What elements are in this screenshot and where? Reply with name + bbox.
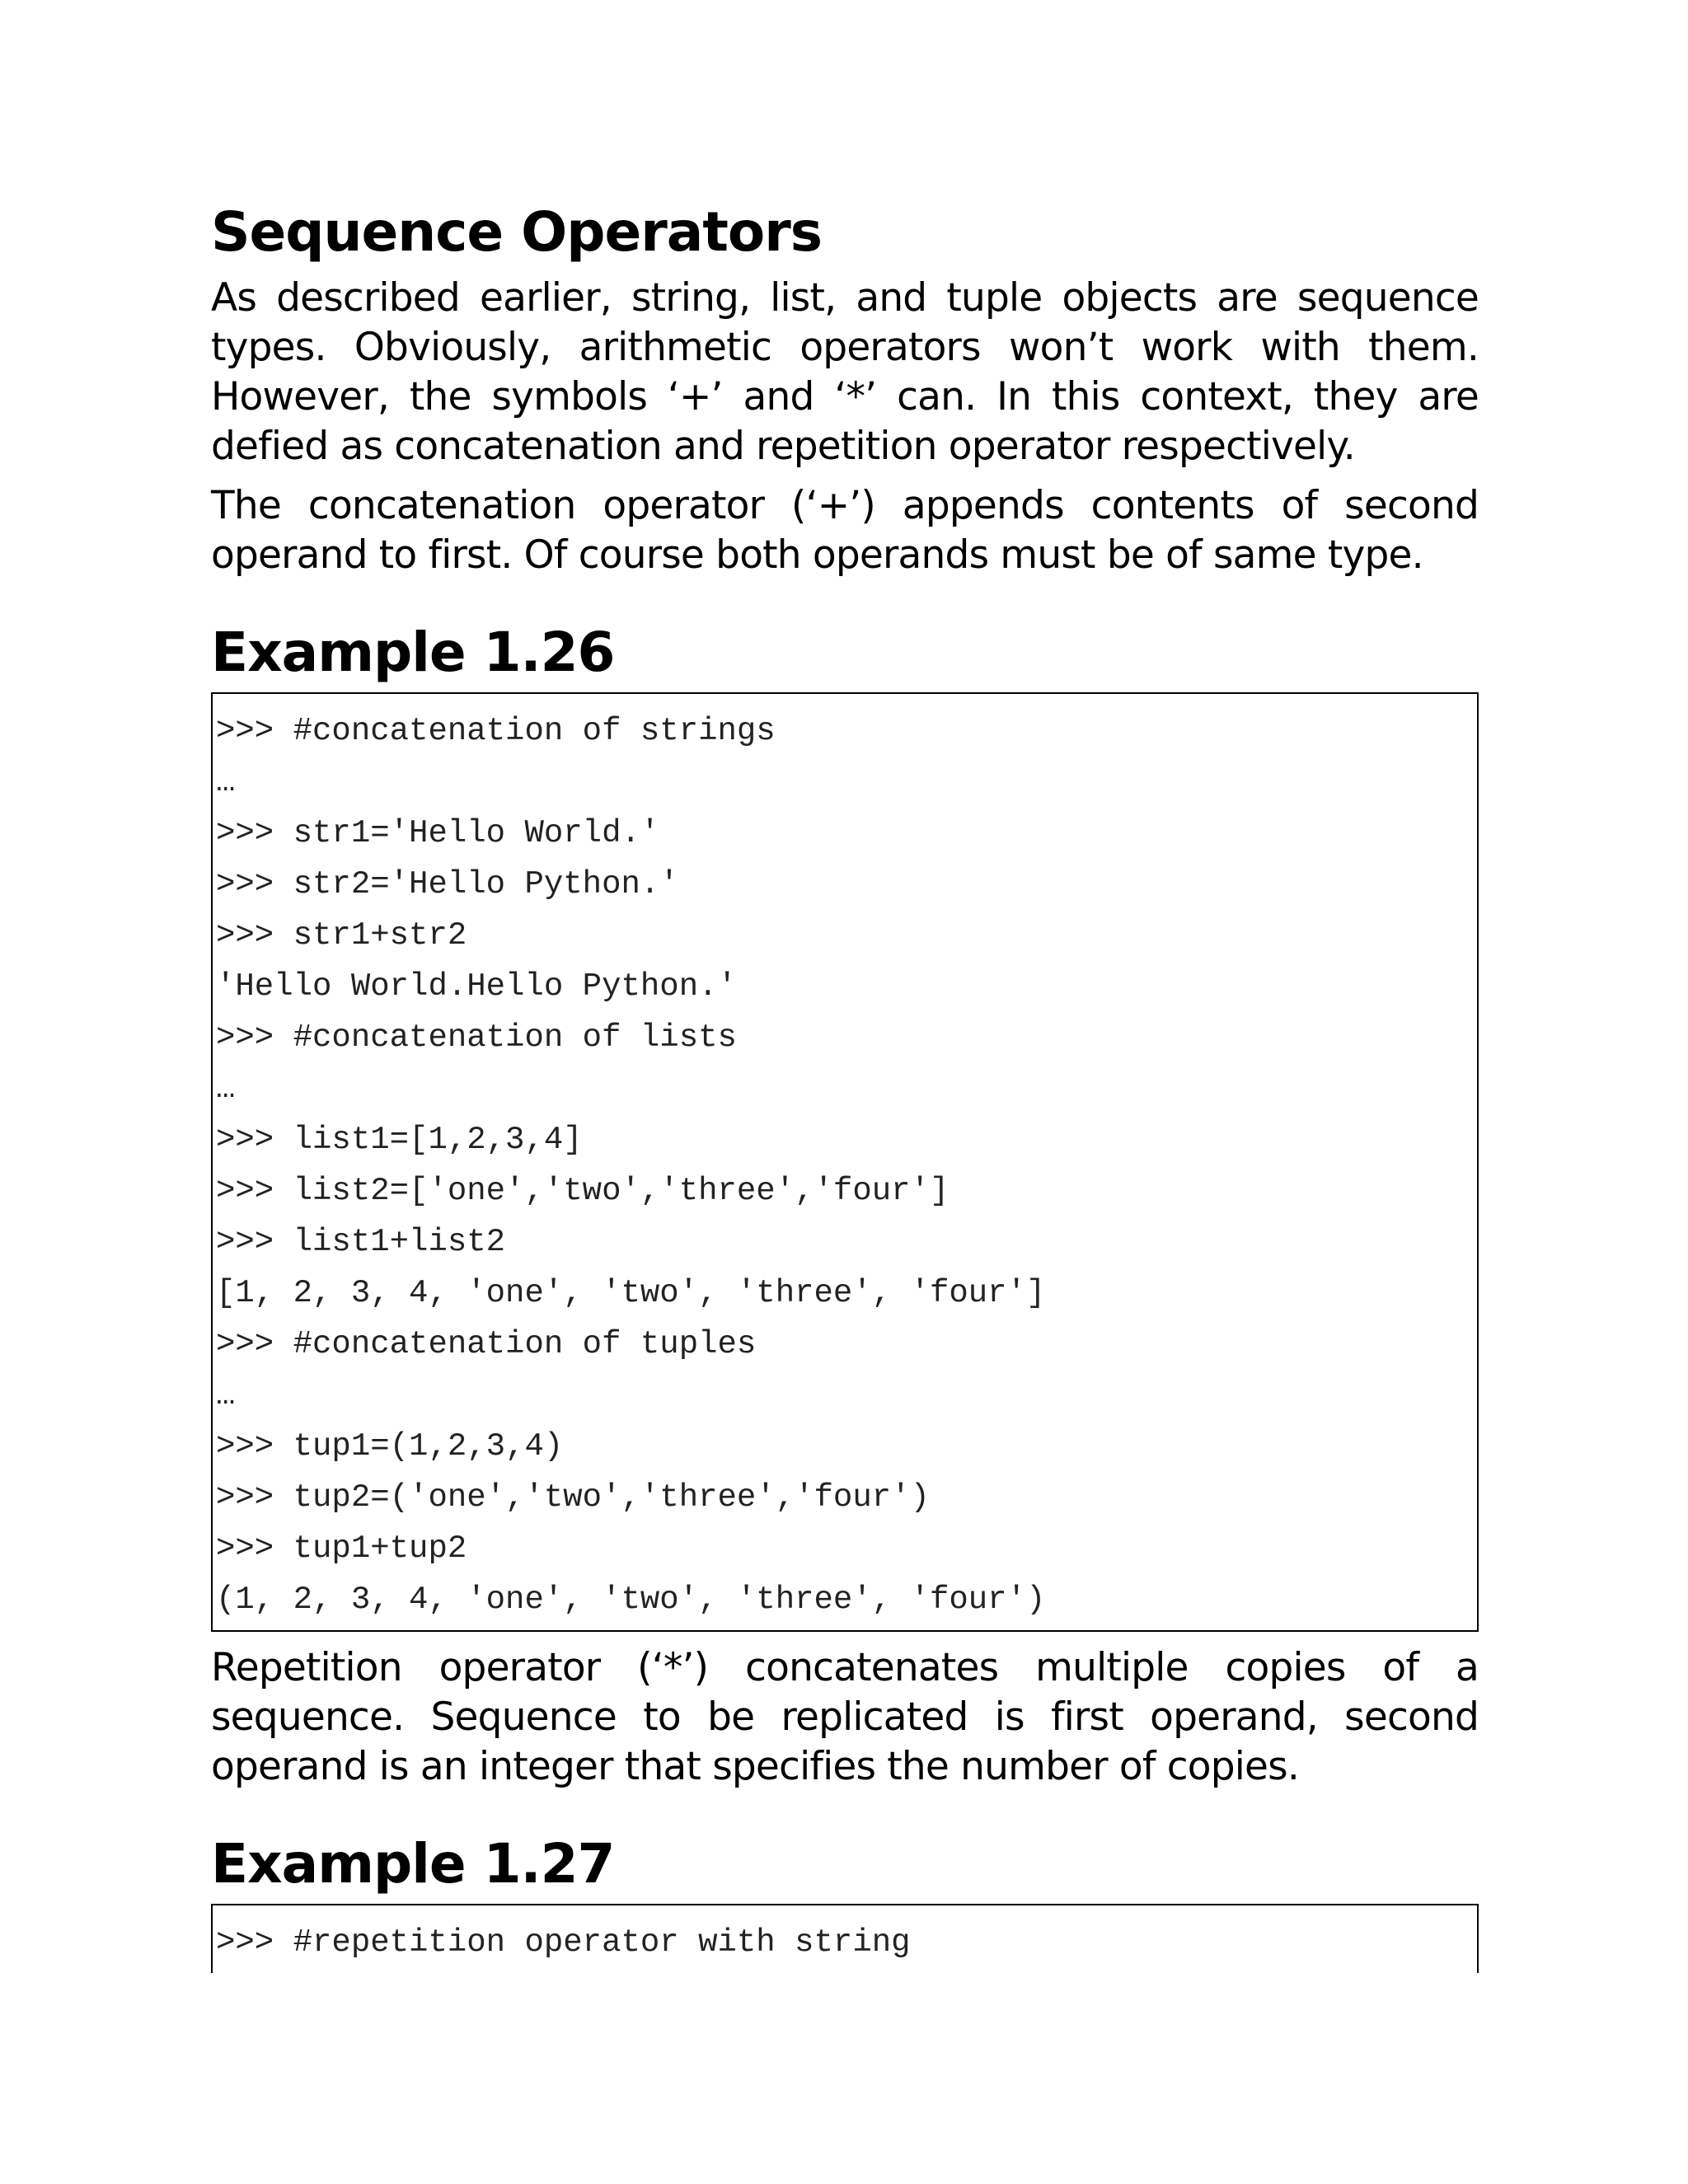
code-line: >>> tup1=(1,2,3,4) [216, 1428, 564, 1465]
code-line: >>> list1=[1,2,3,4] [216, 1122, 583, 1158]
document-page [211, 198, 1479, 1973]
concatenation-paragraph: The concatenation operator (‘+’) appends contents of second operand to first. Of course both operands must be of same type. [211, 483, 1479, 578]
code-line: 'Hello World.Hello Python.' [216, 968, 737, 1005]
code-line: … [216, 764, 236, 800]
code-line: >>> str1+str2 [216, 917, 467, 954]
code-line: >>> #concatenation of lists [216, 1019, 737, 1056]
example-title: Example 1.27 [211, 1832, 615, 1896]
code-line: (1, 2, 3, 4, 'one', 'two', 'three', 'four') [216, 1582, 1046, 1618]
code-line: >>> tup1+tup2 [216, 1530, 467, 1567]
code-line: >>> tup2=('one','two','three','four') [216, 1479, 930, 1516]
code-line: >>> str1='Hello World.' [216, 815, 660, 851]
code-block [211, 1904, 1479, 1973]
code-line: >>> #concatenation of tuples [216, 1326, 757, 1362]
code-line: [1, 2, 3, 4, 'one', 'two', 'three', 'four'] [216, 1275, 1046, 1311]
section-title: Sequence Operators [211, 200, 823, 264]
repetition-paragraph: Repetition operator (‘*’) concatenates multiple copies of a sequence. Sequence to be replicated is first operand, second operand is an integer that specifies the number of copies. [211, 1645, 1479, 1789]
intro-paragraph: As described earlier, string, list, and tuple objects are sequence types. Obviously, arithmetic operators won’t work with them. However, the symbols ‘+’ and ‘*’ can. In this context, they are defied as concatenation and repetition operator respectively. [211, 275, 1479, 469]
example-title: Example 1.26 [211, 621, 615, 684]
code-block [211, 692, 1479, 1632]
code-line: >>> #repetition operator with string [216, 1924, 911, 1961]
code-line: >>> list1+list2 [216, 1224, 506, 1260]
code-line: … [216, 1377, 236, 1413]
code-line: >>> #concatenation of strings [216, 713, 776, 749]
code-line: >>> list2=['one','two','three','four'] [216, 1173, 950, 1209]
code-line: … [216, 1071, 236, 1107]
code-line: >>> str2='Hello Python.' [216, 866, 679, 902]
